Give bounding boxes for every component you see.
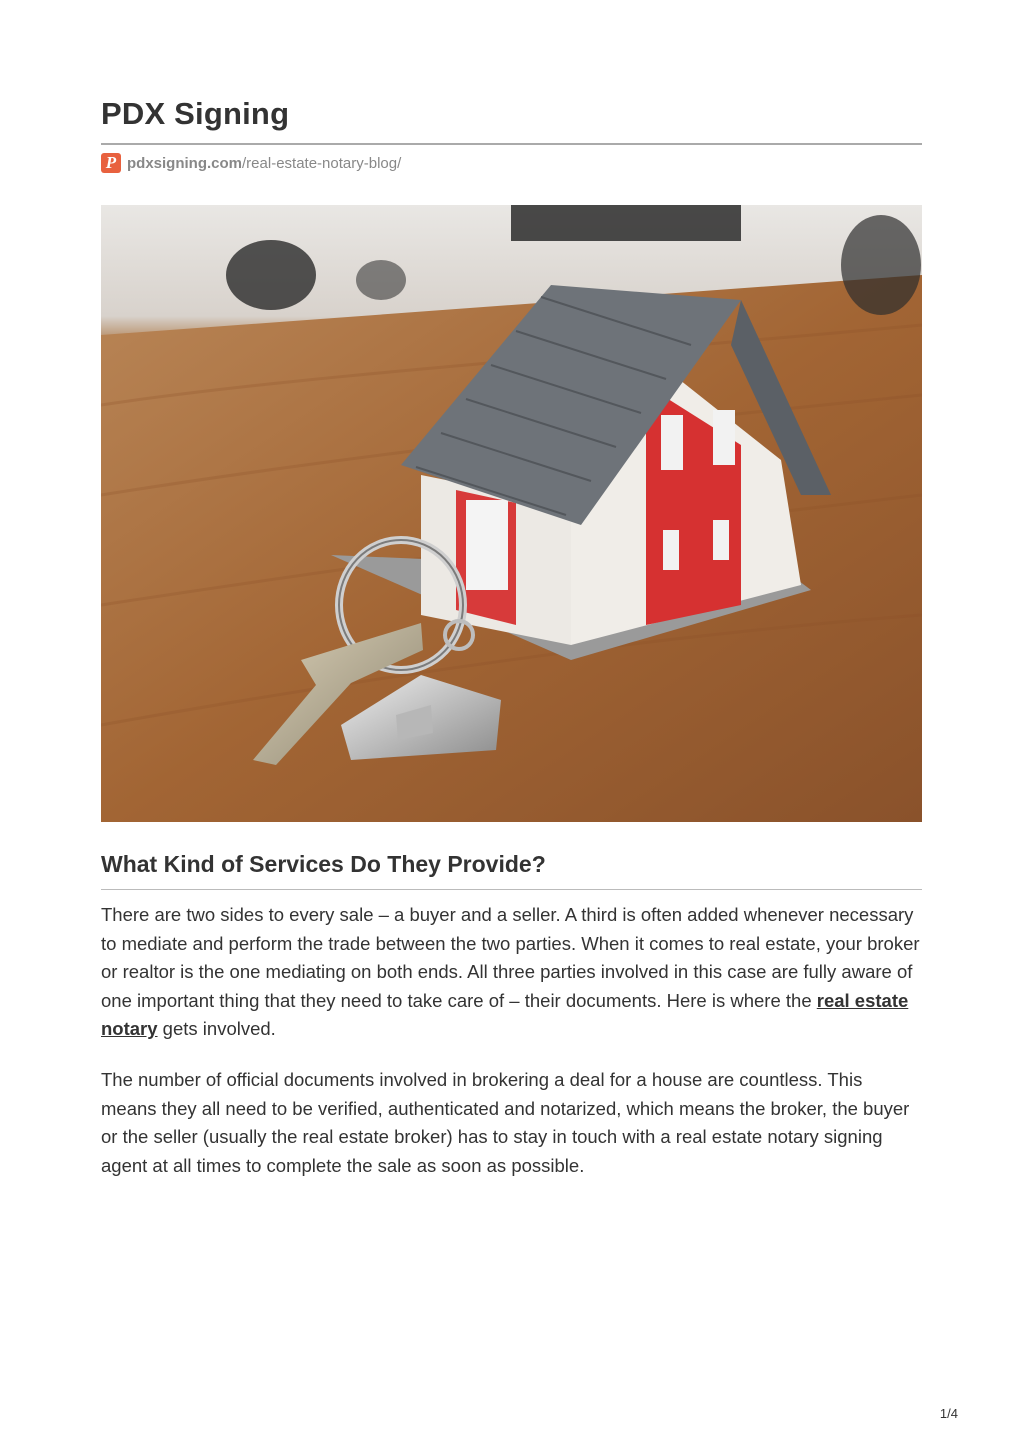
paragraph-1-text-end: gets involved. — [157, 1018, 276, 1040]
source-link[interactable] — [101, 152, 401, 174]
section-divider — [101, 889, 922, 890]
real-estate-notary-link[interactable]: real estate notary — [101, 989, 909, 1040]
title-divider — [101, 143, 922, 145]
paragraph-1-text: There are two sides to every sale – a buyer and a seller. A third is often added whenever necessary to mediate and perform the trade between the two parties. When it comes to real estate, your broker or realtor is the one mediating on both ends. All three parties involved in this case are fully aware of one important thing that they need to take care of – their documents. Here is where the — [101, 904, 920, 1011]
pdxsigning-logo-icon: P — [101, 153, 121, 173]
paragraph-1 — [101, 901, 922, 1044]
source-domain: pdxsigning.com — [127, 154, 243, 172]
source-path: /real-estate-notary-blog/ — [242, 154, 402, 172]
page-number: 1/4 — [939, 1406, 958, 1421]
house-with-keys-photo-icon — [101, 205, 922, 822]
paragraph-2: The number of official documents involved in brokering a deal for a house are countless. This means they all need to be verified, authenticated and notarized, which means the broker, the buyer or the seller (usually the real estate broker) has to stay in touch with a real estate notary signing agent at all times to complete the sale as soon as possible. — [101, 1069, 910, 1176]
section-heading: What Kind of Services Do They Provide? — [101, 851, 546, 877]
hero-image — [101, 205, 922, 822]
site-title: PDX Signing — [101, 96, 290, 131]
